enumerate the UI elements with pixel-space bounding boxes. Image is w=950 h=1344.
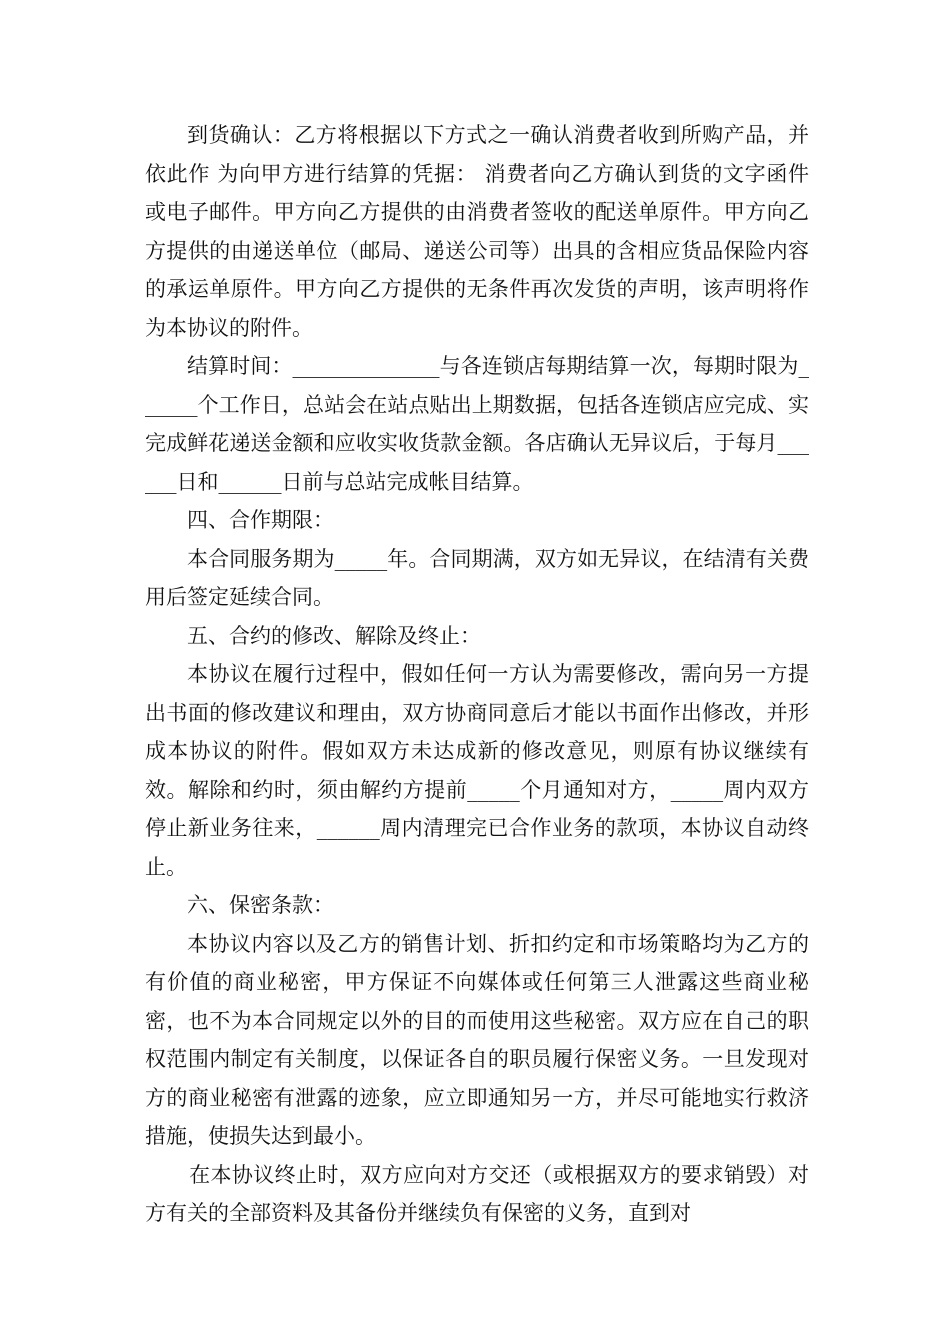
document-body: [145, 116, 809, 1233]
paragraph-confidentiality: 本协议内容以及乙方的销售计划、折扣约定和市场策略均为乙方的有价值的商业秘密，甲方保证不向媒体或任何第三人泄露这些商业秘密，也不为本合同规定以外的目的而使用这些秘密。双方应在自己的职权范围内制定有关制度，以保证各自的职员履行保密义务。一旦发现对方的商业秘密有泄露的迹象，应立即通知另一方，并尽可能地实行救济措施，使损失达到最小。: [145, 931, 809, 1148]
paragraph-delivery-confirmation: 到货确认：乙方将根据以下方式之一确认消费者收到所购产品，并依此作 为向甲方进行结算的凭据： 消费者向乙方确认到货的文字函件或电子邮件。甲方向乙方提供的由消费者签收的配送单原件。甲方向乙方提供的由递送单位（邮局、递送公司等）出具的含相应货品保险内容的承运单原件。甲方向乙方提供的无条件再次发货的声明，该声明将作为本协议的附件。: [145, 123, 809, 340]
paragraph-contract-term: 本合同服务期为_____年。合同期满，双方如无异议，在结清有关费用后签定延续合同。: [145, 546, 809, 609]
heading-cooperation-term: 四、合作期限：: [187, 508, 334, 532]
paragraph-modification-termination: 本协议在履行过程中，假如任何一方认为需要修改，需向另一方提出书面的修改建议和理由，双方协商同意后才能以书面作出修改，并形成本协议的附件。假如双方未达成新的修改意见，则原有协议继续有效。解除和约时，须由解约方提前_____个月通知对方，_____周内双方停止新业务往来，______周内清理完已合作业务的款项，本协议自动终止。: [145, 662, 809, 879]
heading-modification-termination: 五、合约的修改、解除及终止：: [187, 623, 481, 648]
paragraph-settlement-time: 结算时间：______________与各连锁店每期结算一次，每期时限为______个工作日，总站会在站点贴出上期数据，包括各连锁店应完成、实完成鲜花递送金额和应收实收货款金额。各店确认无异议后，于每月______日和______日前与总站完成帐目结算。: [145, 354, 809, 494]
paragraph-termination-return: 在本协议终止时，双方应向对方交还（或根据双方的要求销毁）对方有关的全部资料及其备份并继续负有保密的义务，直到对: [145, 1162, 809, 1225]
heading-confidentiality: 六、保密条款：: [187, 893, 334, 917]
